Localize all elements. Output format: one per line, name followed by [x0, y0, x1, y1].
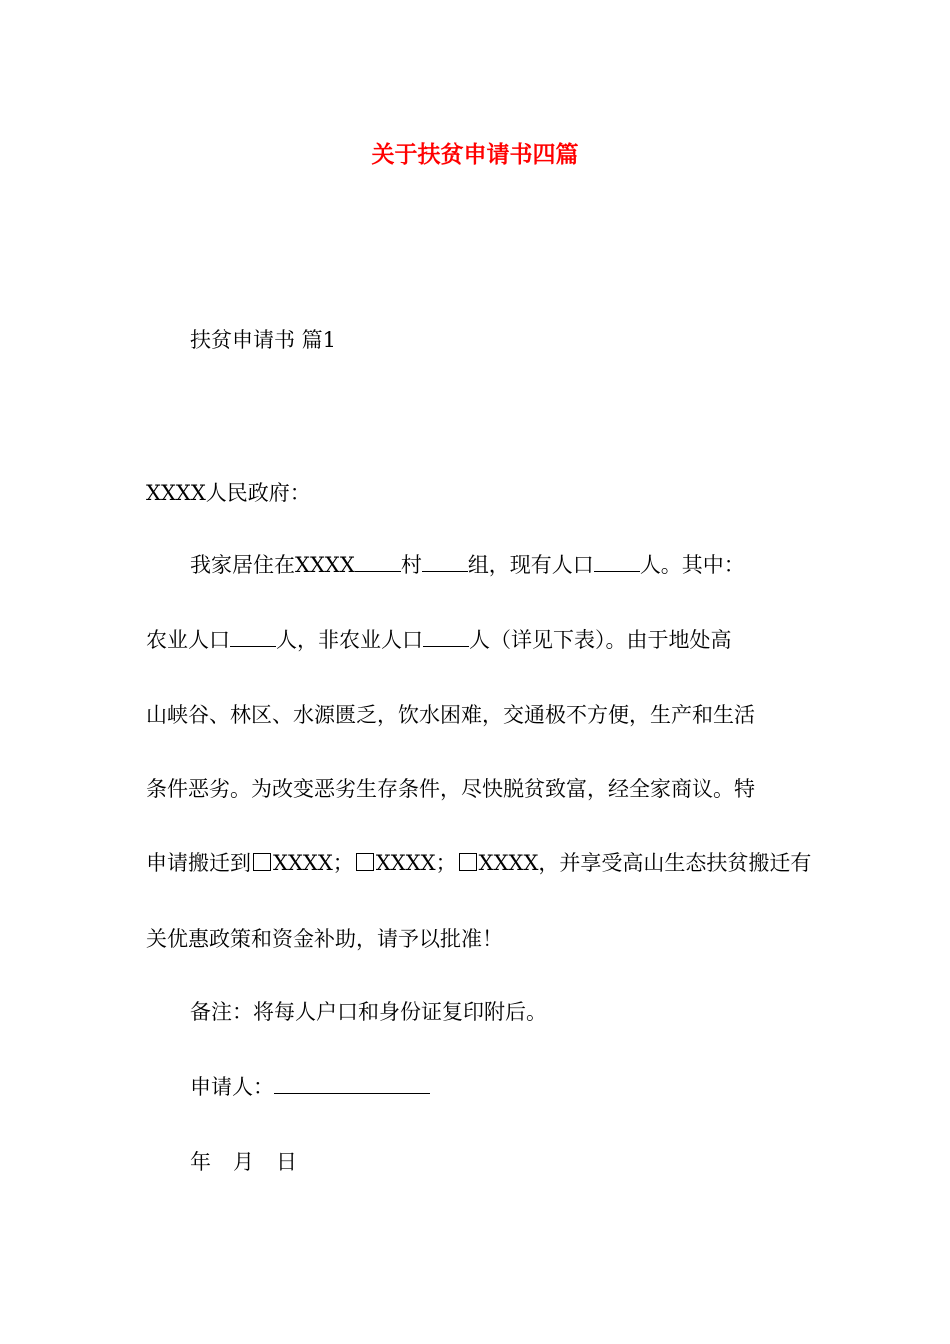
- checkbox-icon: [356, 853, 374, 871]
- section-heading: 扶贫申请书 篇1: [190, 328, 337, 352]
- signature-blank: [274, 1073, 430, 1094]
- checkbox-icon: [253, 853, 271, 871]
- body-line-5: [146, 848, 811, 878]
- checkbox-icon: [459, 853, 477, 871]
- body-text: 申请搬迁到: [146, 851, 251, 875]
- fill-blank-population: [594, 551, 640, 572]
- body-text: 人。其中：: [639, 553, 745, 577]
- note: 备注：将每人户口和身份证复印附后。: [190, 1000, 547, 1024]
- body-line-2: [146, 625, 732, 655]
- body-text: XXXX；: [375, 851, 457, 875]
- body-line-1: [190, 550, 745, 580]
- applicant-label: 申请人：: [190, 1075, 274, 1099]
- body-text: XXXX，并享受高山生态扶贫搬迁有: [478, 851, 812, 875]
- body-text: 农业人口: [146, 628, 230, 652]
- applicant-line: [190, 1072, 430, 1102]
- fill-blank-agri: [230, 626, 276, 647]
- body-line-6: 关优惠政策和资金补助，请予以批准！: [146, 927, 503, 951]
- body-line-3: 山峡谷、林区、水源匮乏，饮水困难，交通极不方便，生产和生活: [146, 703, 755, 727]
- addressee: XXXX人民政府：: [146, 481, 311, 505]
- body-text: 组，现有人口: [467, 553, 594, 577]
- body-text: 人，非农业人口: [276, 628, 423, 652]
- document-title: 关于扶贫申请书四篇: [371, 141, 579, 168]
- fill-blank-village: [355, 551, 401, 572]
- date-year: 年: [190, 1150, 211, 1174]
- body-line-4: 条件恶劣。为改变恶劣生存条件，尽快脱贫致富，经全家商议。特: [146, 777, 755, 801]
- date-day: 日: [276, 1150, 297, 1174]
- body-text: 人（详见下表）。由于地处高: [469, 628, 732, 652]
- fill-blank-nonagri: [423, 626, 469, 647]
- body-text: 我家居住在XXXX: [190, 553, 355, 577]
- date-line: [190, 1147, 297, 1177]
- body-text: 村: [400, 553, 422, 577]
- fill-blank-group: [422, 551, 468, 572]
- body-text: XXXX；: [273, 851, 354, 875]
- date-month: 月: [233, 1150, 254, 1174]
